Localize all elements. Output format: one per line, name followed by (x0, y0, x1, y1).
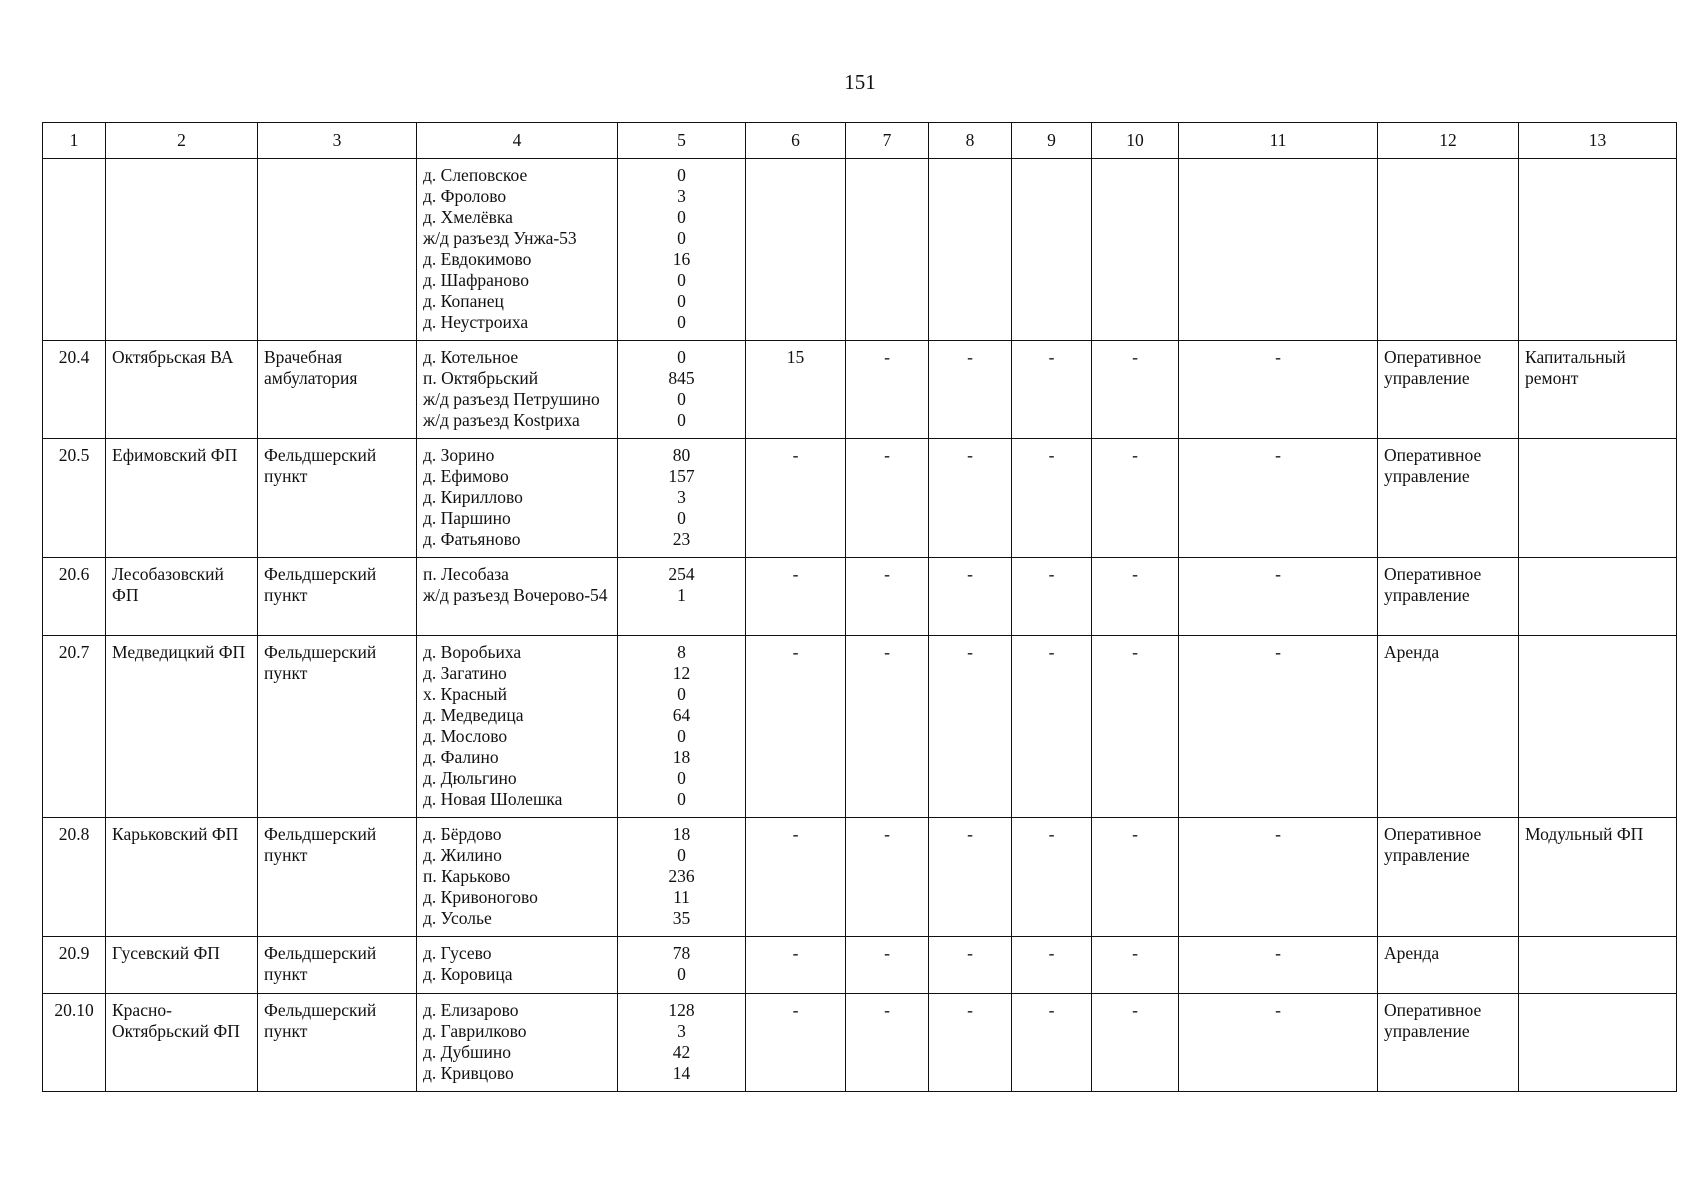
population-value: 0 (677, 768, 686, 788)
settlement-name: д. Загатино (423, 663, 507, 683)
column-header: 12 (1378, 123, 1519, 159)
notes-cell (1519, 937, 1677, 994)
row-number (43, 159, 106, 341)
notes-cell: Модульный ФП (1519, 818, 1677, 937)
col-7-value: - (846, 937, 929, 994)
page-number: 151 (844, 70, 876, 94)
table-body (43, 159, 1677, 1092)
settlement-name: д. Котельное (423, 347, 519, 367)
settlements-cell (417, 636, 618, 818)
facility-type: Фельдшерский пункт (258, 818, 417, 937)
population-value: 35 (672, 908, 691, 928)
header-row (43, 123, 1677, 159)
col-8-value (929, 159, 1012, 341)
ownership-form: Оперативное управление (1378, 341, 1519, 439)
settlement-name: д. Мослово (423, 726, 508, 746)
col-6-value: - (746, 994, 846, 1092)
col-7-value: - (846, 341, 929, 439)
table-row (43, 937, 1677, 994)
settlement-name: д. Новая Шолешка (423, 789, 563, 809)
population-value: 0 (677, 684, 686, 704)
col-6-value: - (746, 439, 846, 558)
population-value: 0 (677, 291, 686, 311)
population-cell (618, 558, 746, 636)
population-value: 0 (677, 270, 686, 290)
facility-name: Красно-Октябрьский ФП (106, 994, 258, 1092)
col-7-value (846, 159, 929, 341)
settlement-name: х. Красный (423, 684, 507, 704)
settlement-name: д. Гусево (423, 943, 492, 963)
population-value: 157 (668, 466, 695, 486)
settlement-name: д. Ефимово (423, 466, 509, 486)
facility-name: Гусевский ФП (106, 937, 258, 994)
col-9-value: - (1012, 341, 1092, 439)
facility-type: Фельдшерский пункт (258, 439, 417, 558)
population-value: 236 (668, 866, 695, 886)
population-value: 845 (668, 368, 695, 388)
settlement-name: п. Лесобаза (423, 564, 509, 584)
facility-type: Фельдшерский пункт (258, 636, 417, 818)
settlement-name: д. Воробьиха (423, 642, 522, 662)
row-number: 20.10 (43, 994, 106, 1092)
ownership-form: Оперативное управление (1378, 439, 1519, 558)
settlement-name: д. Копанец (423, 291, 504, 311)
facility-name: Карьковский ФП (106, 818, 258, 937)
col-11-value: - (1179, 341, 1378, 439)
table-row (43, 558, 1677, 636)
col-8-value: - (929, 439, 1012, 558)
settlements-cell (417, 818, 618, 937)
col-8-value: - (929, 994, 1012, 1092)
ownership-form: Оперативное управление (1378, 994, 1519, 1092)
col-11-value: - (1179, 994, 1378, 1092)
table-row (43, 341, 1677, 439)
population-value: 0 (677, 410, 686, 430)
population-value: 14 (672, 1063, 691, 1083)
population-value: 18 (672, 824, 691, 844)
col-10-value: - (1092, 636, 1179, 818)
facility-type: Врачебная амбулатория (258, 341, 417, 439)
column-header: 4 (417, 123, 618, 159)
ownership-form (1378, 159, 1519, 341)
table-header (43, 123, 1677, 159)
col-11-value (1179, 159, 1378, 341)
col-6-value: - (746, 636, 846, 818)
settlement-name: ж/д разъезд Унжа-53 (423, 228, 577, 248)
settlement-name: д. Паршино (423, 508, 511, 528)
col-7-value: - (846, 818, 929, 937)
notes-cell (1519, 439, 1677, 558)
notes-cell: Капитальный ремонт (1519, 341, 1677, 439)
population-value: 0 (677, 389, 686, 409)
col-10-value: - (1092, 818, 1179, 937)
population-value: 8 (677, 642, 686, 662)
settlement-name: д. Неустроиха (423, 312, 529, 332)
col-6-value (746, 159, 846, 341)
col-11-value: - (1179, 818, 1378, 937)
population-value: 0 (677, 312, 686, 332)
col-10-value (1092, 159, 1179, 341)
settlement-name: д. Слеповское (423, 165, 528, 185)
population-cell (618, 937, 746, 994)
facility-type (258, 159, 417, 341)
population-value: 12 (672, 663, 691, 683)
settlement-name: д. Фролово (423, 186, 507, 206)
population-value: 254 (668, 564, 695, 584)
settlement-name: ж/д разъезд Петрушино (423, 389, 600, 409)
column-header: 11 (1179, 123, 1378, 159)
population-value: 0 (677, 165, 686, 185)
table-row (43, 636, 1677, 818)
col-6-value: 15 (746, 341, 846, 439)
settlement-name: д. Дубшино (423, 1042, 511, 1062)
col-10-value: - (1092, 994, 1179, 1092)
settlement-name: д. Шафраново (423, 270, 529, 290)
column-header: 6 (746, 123, 846, 159)
facility-name: Ефимовский ФП (106, 439, 258, 558)
population-value: 3 (677, 1021, 686, 1041)
col-6-value: - (746, 937, 846, 994)
column-header: 1 (43, 123, 106, 159)
settlement-name: д. Дюльгино (423, 768, 517, 788)
population-value: 0 (677, 207, 686, 227)
settlement-name: д. Бёрдово (423, 824, 502, 844)
notes-cell (1519, 994, 1677, 1092)
facility-type: Фельдшерский пункт (258, 558, 417, 636)
population-value: 0 (677, 228, 686, 248)
population-value: 80 (672, 445, 691, 465)
column-header: 2 (106, 123, 258, 159)
column-header: 13 (1519, 123, 1677, 159)
column-header: 7 (846, 123, 929, 159)
population-value: 0 (677, 964, 686, 984)
col-7-value: - (846, 558, 929, 636)
population-value: 0 (677, 789, 686, 809)
population-value: 0 (677, 508, 686, 528)
settlement-name: д. Хмелёвка (423, 207, 513, 227)
population-value: 23 (672, 529, 691, 549)
col-7-value: - (846, 994, 929, 1092)
settlement-name: д. Зорино (423, 445, 495, 465)
col-6-value: - (746, 558, 846, 636)
population-value: 3 (677, 487, 686, 507)
population-value: 0 (677, 845, 686, 865)
settlement-name: д. Фалино (423, 747, 499, 767)
settlement-name: ж/д разъезд Вочерово-54 (423, 585, 608, 605)
table-row (43, 159, 1677, 341)
population-value: 78 (672, 943, 691, 963)
population-value: 11 (673, 887, 690, 907)
population-cell (618, 818, 746, 937)
column-header: 3 (258, 123, 417, 159)
settlements-cell (417, 937, 618, 994)
settlement-name: д. Елизарово (423, 1000, 519, 1020)
notes-cell (1519, 159, 1677, 341)
settlement-name: д. Евдокимово (423, 249, 532, 269)
settlement-name: д. Гаврилково (423, 1021, 527, 1041)
population-value: 0 (677, 347, 686, 367)
settlement-name: п. Октябрьский (423, 368, 539, 388)
population-cell (618, 439, 746, 558)
settlements-cell (417, 994, 618, 1092)
col-8-value: - (929, 341, 1012, 439)
settlement-name: д. Кривцово (423, 1063, 514, 1083)
population-value: 0 (677, 726, 686, 746)
facilities-table (42, 122, 1677, 1092)
settlement-name: д. Фатьяново (423, 529, 521, 549)
population-value: 1 (677, 585, 686, 605)
col-9-value: - (1012, 994, 1092, 1092)
notes-cell (1519, 636, 1677, 818)
table-row (43, 994, 1677, 1092)
col-11-value: - (1179, 636, 1378, 818)
ownership-form: Аренда (1378, 636, 1519, 818)
settlement-name: д. Усолье (423, 908, 492, 928)
col-9-value: - (1012, 636, 1092, 818)
row-number: 20.6 (43, 558, 106, 636)
population-value: 16 (672, 249, 691, 269)
settlements-cell (417, 558, 618, 636)
column-header: 9 (1012, 123, 1092, 159)
column-header: 10 (1092, 123, 1179, 159)
col-9-value: - (1012, 558, 1092, 636)
col-10-value: - (1092, 341, 1179, 439)
column-header: 5 (618, 123, 746, 159)
col-9-value: - (1012, 439, 1092, 558)
population-cell (618, 341, 746, 439)
row-number: 20.5 (43, 439, 106, 558)
population-value: 3 (677, 186, 686, 206)
col-8-value: - (929, 937, 1012, 994)
ownership-form: Оперативное управление (1378, 818, 1519, 937)
settlement-name: ж/д разъезд Кostриха (423, 410, 580, 430)
notes-cell (1519, 558, 1677, 636)
col-9-value: - (1012, 818, 1092, 937)
col-10-value: - (1092, 439, 1179, 558)
col-8-value: - (929, 636, 1012, 818)
row-number: 20.7 (43, 636, 106, 818)
col-7-value: - (846, 439, 929, 558)
population-value: 18 (672, 747, 691, 767)
table-row (43, 818, 1677, 937)
settlement-name: п. Карьково (423, 866, 511, 886)
facility-name: Лесобазовский ФП (106, 558, 258, 636)
row-number: 20.8 (43, 818, 106, 937)
population-cell (618, 994, 746, 1092)
settlement-name: д. Кириллово (423, 487, 523, 507)
column-header: 8 (929, 123, 1012, 159)
col-11-value: - (1179, 558, 1378, 636)
table-row (43, 439, 1677, 558)
settlements-cell (417, 439, 618, 558)
population-value: 42 (672, 1042, 691, 1062)
facility-type: Фельдшерский пункт (258, 937, 417, 994)
col-6-value: - (746, 818, 846, 937)
facility-type: Фельдшерский пункт (258, 994, 417, 1092)
facility-name: Октябрьская ВА (106, 341, 258, 439)
settlements-cell (417, 341, 618, 439)
facility-name: Медведицкий ФП (106, 636, 258, 818)
population-value: 64 (672, 705, 691, 725)
settlement-name: д. Жилино (423, 845, 502, 865)
col-10-value: - (1092, 558, 1179, 636)
settlement-name: д. Коровица (423, 964, 513, 984)
population-value: 128 (668, 1000, 695, 1020)
row-number: 20.4 (43, 341, 106, 439)
col-7-value: - (846, 636, 929, 818)
settlement-name: д. Кривоногово (423, 887, 538, 907)
col-11-value: - (1179, 439, 1378, 558)
row-number: 20.9 (43, 937, 106, 994)
facility-name (106, 159, 258, 341)
col-8-value: - (929, 558, 1012, 636)
col-11-value: - (1179, 937, 1378, 994)
settlement-name: д. Медведица (423, 705, 524, 725)
population-cell (618, 636, 746, 818)
settlements-cell (417, 159, 618, 341)
col-9-value (1012, 159, 1092, 341)
col-9-value: - (1012, 937, 1092, 994)
col-10-value: - (1092, 937, 1179, 994)
ownership-form: Аренда (1378, 937, 1519, 994)
ownership-form: Оперативное управление (1378, 558, 1519, 636)
population-cell (618, 159, 746, 341)
col-8-value: - (929, 818, 1012, 937)
